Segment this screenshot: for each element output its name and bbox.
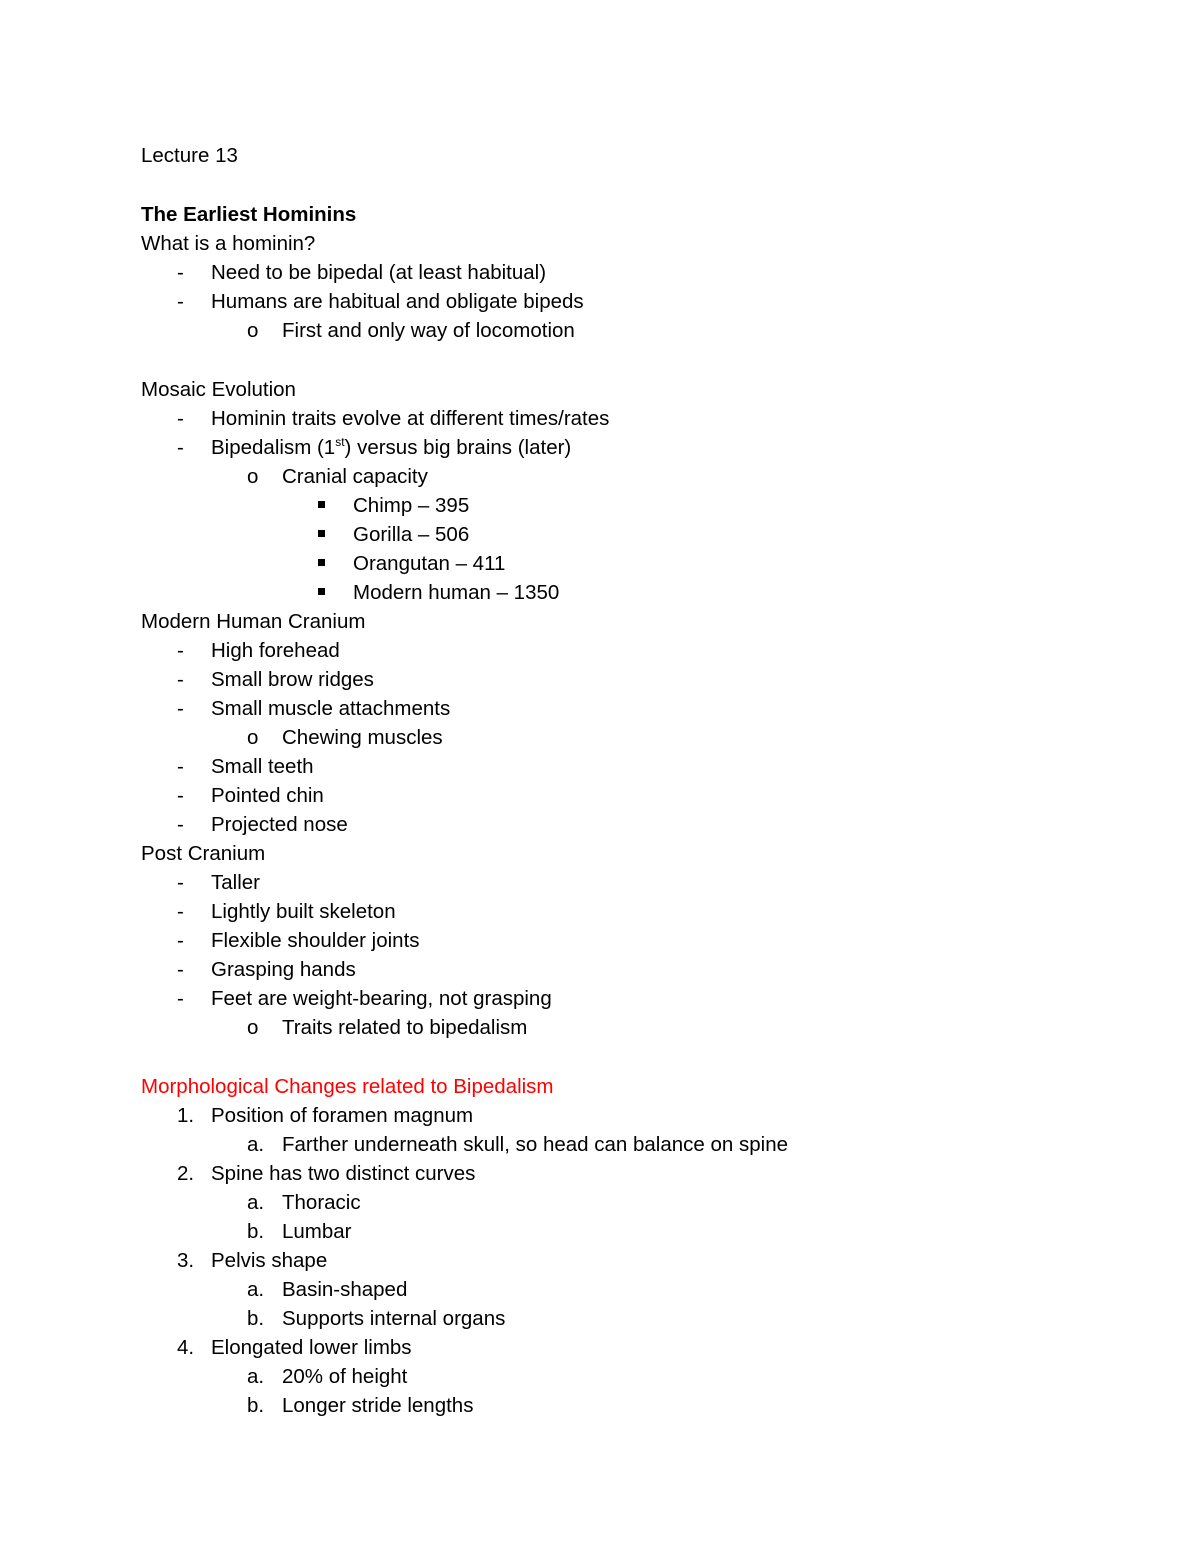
circle-bullet: o: [247, 465, 259, 488]
lettered-item: a. 20% of height: [247, 1365, 408, 1388]
square-bullet-icon: [318, 520, 325, 549]
dash-bullet: -: [177, 958, 184, 981]
square-bullet-icon: [318, 578, 325, 607]
list-item: - Hominin traits evolve at different times/rates: [141, 404, 1061, 433]
dash-bullet: -: [177, 697, 184, 720]
lecture-title: Lecture 13: [141, 144, 238, 167]
dash-bullet: -: [177, 436, 184, 459]
list-item: - High forehead: [141, 636, 1061, 665]
list-item: - Lightly built skeleton: [141, 897, 1061, 926]
list-item: Orangutan – 411: [141, 549, 1061, 578]
dash-bullet: -: [177, 900, 184, 923]
list-item: Gorilla – 506: [141, 520, 1061, 549]
numbered-item: 2. Spine has two distinct curves: [177, 1162, 476, 1185]
list-item: - Small teeth: [141, 752, 1061, 781]
numbered-item: 1. Position of foramen magnum: [177, 1104, 474, 1127]
list-item: - Bipedalism (1st) versus big brains (later): [141, 433, 1061, 462]
list-item: Chimp – 395: [141, 491, 1061, 520]
mosaic-heading: Mosaic Evolution: [141, 378, 296, 401]
dash-bullet: -: [177, 987, 184, 1010]
list-item: - Flexible shoulder joints: [141, 926, 1061, 955]
morph-heading: Morphological Changes related to Bipedalism: [141, 1075, 554, 1098]
lettered-item: a. Thoracic: [247, 1191, 361, 1214]
document-page: [141, 141, 1061, 1420]
list-item: - Small brow ridges: [141, 665, 1061, 694]
list-item: Modern human – 1350: [141, 578, 1061, 607]
list-item: o Chewing muscles: [141, 723, 1061, 752]
post-cranium-heading: Post Cranium: [141, 842, 266, 865]
dash-bullet: -: [177, 261, 184, 284]
circle-bullet: o: [247, 319, 259, 342]
question-line: What is a hominin?: [141, 232, 316, 255]
lettered-item: b. Lumbar: [247, 1220, 352, 1243]
dash-bullet: -: [177, 784, 184, 807]
list-item: - Humans are habitual and obligate bipeds: [141, 287, 1061, 316]
circle-bullet: o: [247, 726, 259, 749]
list-item: - Small muscle attachments: [141, 694, 1061, 723]
list-item: - Taller: [141, 868, 1061, 897]
numbered-item: 4. Elongated lower limbs: [177, 1336, 412, 1359]
lettered-item: a. Basin-shaped: [247, 1278, 408, 1301]
cranium-heading: Modern Human Cranium: [141, 610, 366, 633]
dash-bullet: -: [177, 639, 184, 662]
square-bullet-icon: [318, 549, 325, 578]
numbered-item: 3. Pelvis shape: [177, 1249, 328, 1272]
list-item: o Traits related to bipedalism: [141, 1013, 1061, 1042]
dash-bullet: -: [177, 290, 184, 313]
dash-bullet: -: [177, 813, 184, 836]
list-item: - Need to be bipedal (at least habitual): [141, 258, 1061, 287]
list-item: o First and only way of locomotion: [141, 316, 1061, 345]
lettered-item: b. Longer stride lengths: [247, 1394, 474, 1417]
dash-bullet: -: [177, 755, 184, 778]
list-item: - Projected nose: [141, 810, 1061, 839]
dash-bullet: -: [177, 871, 184, 894]
circle-bullet: o: [247, 1016, 259, 1039]
dash-bullet: -: [177, 668, 184, 691]
lettered-item: b. Supports internal organs: [247, 1307, 506, 1330]
section-title: The Earliest Hominins: [141, 203, 357, 226]
dash-bullet: -: [177, 929, 184, 952]
list-item: - Pointed chin: [141, 781, 1061, 810]
list-item: - Grasping hands: [141, 955, 1061, 984]
dash-bullet: -: [177, 407, 184, 430]
list-item: o Cranial capacity: [141, 462, 1061, 491]
square-bullet-icon: [318, 491, 325, 520]
lettered-item: a. Farther underneath skull, so head can balance on spine: [247, 1133, 789, 1156]
list-item: - Feet are weight-bearing, not grasping: [141, 984, 1061, 1013]
